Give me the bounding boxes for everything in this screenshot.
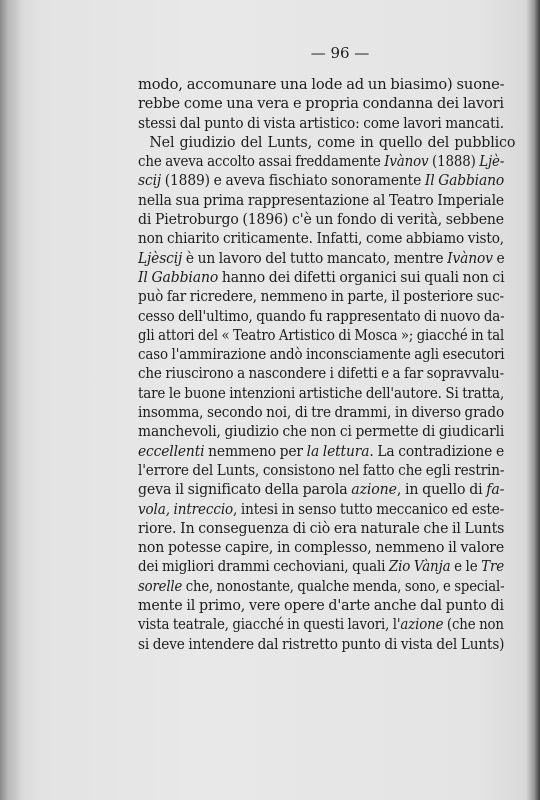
text-segment: che aveva accolto assai freddamente xyxy=(138,152,385,171)
italic-text: azione xyxy=(351,480,397,499)
text-line xyxy=(138,442,504,461)
italic-text: scij xyxy=(138,171,162,190)
text-line xyxy=(138,596,504,615)
text-line xyxy=(138,461,504,480)
text-segment: riore. In conseguenza di ciò era naturale che il Lunts xyxy=(138,518,505,537)
text-segment: nemmeno per xyxy=(204,441,307,460)
text-segment: . La contradizione e xyxy=(369,441,505,460)
text-segment: cesso dell'ultimo, quando fu rappresentato di nuovo da- xyxy=(138,306,505,325)
text-segment: insomma, secondo noi, di tre drammi, in diverso grado xyxy=(138,403,505,422)
body-text xyxy=(138,75,516,654)
text-line xyxy=(138,326,504,345)
text-segment: si deve intendere dal ristretto punto di vista del Lunts) xyxy=(138,634,505,653)
text-segment: hanno dei difetti organici sui quali non ci xyxy=(218,267,505,286)
text-segment: rebbe come una vera e propria condanna dei lavori xyxy=(138,94,504,113)
text-line xyxy=(138,615,504,634)
text-segment: (che non xyxy=(443,615,504,634)
text-segment: manchevoli, giudizio che non ci permette di giudicarli xyxy=(138,422,505,441)
text-line xyxy=(138,75,504,94)
text-segment: l'errore del Lunts, consistono nel fatto che egli restrin- xyxy=(138,460,505,479)
text-line xyxy=(138,191,504,210)
text-line xyxy=(138,577,504,596)
text-segment: che riuscirono a nascondere i difetti e a far sopravvalu- xyxy=(138,364,504,383)
text-segment: non chiarito criticamente. Infatti, come abbiamo visto, xyxy=(138,229,505,248)
text-line xyxy=(138,345,504,364)
italic-text: Tre xyxy=(481,557,505,576)
text-line xyxy=(138,384,504,403)
text-segment: caso l'ammirazione andò inconsciamente agli esecutori xyxy=(138,345,505,364)
italic-text: Ivànov xyxy=(384,152,429,171)
text-line xyxy=(138,538,504,557)
text-segment: e xyxy=(492,248,505,267)
text-segment: (1889) e aveva fischiato sonoramente xyxy=(161,171,425,190)
binding-shadow xyxy=(0,0,22,800)
text-line xyxy=(138,635,504,654)
text-segment: può far ricredere, nemmeno in parte, il posteriore suc- xyxy=(138,287,505,306)
text-line xyxy=(138,422,504,441)
text-segment: non potesse capire, in complesso, nemmeno il valore xyxy=(138,538,505,557)
text-line xyxy=(138,519,504,538)
italic-text: fa- xyxy=(486,480,505,499)
text-line xyxy=(138,364,504,383)
text-segment: vista teatrale, giacché in questi lavori, l' xyxy=(138,615,401,634)
text-segment: , in quello di xyxy=(396,480,487,499)
text-line xyxy=(138,114,504,133)
text-segment: gli attori del « Teatro Artistico di Mosca »; giacché in tal xyxy=(138,325,505,344)
italic-text: Ljè- xyxy=(479,152,505,171)
text-line xyxy=(138,133,515,152)
text-segment: nella sua prima rappresentazione al Teatro Imperiale xyxy=(138,190,505,209)
italic-text: Il Gabbiano xyxy=(424,171,505,190)
page-number: — 96 — xyxy=(310,44,370,62)
text-line xyxy=(138,171,504,190)
text-line xyxy=(138,480,504,499)
text-line xyxy=(138,268,504,287)
italic-text: Ljèscij xyxy=(138,248,183,267)
text-line xyxy=(138,249,504,268)
text-line xyxy=(138,229,504,248)
text-segment: e le xyxy=(450,557,482,576)
text-line xyxy=(138,307,504,326)
text-line xyxy=(138,152,504,171)
text-segment: è un lavoro del tutto mancato, mentre xyxy=(182,248,448,267)
text-segment: stessi dal punto di vista artistico: come lavori mancati. xyxy=(138,113,504,132)
italic-text: vola, intreccio xyxy=(138,499,234,518)
text-segment: mente il primo, vere opere d'arte anche dal punto di xyxy=(138,596,504,615)
text-segment: modo, accomunare una lode ad un biasimo) suone- xyxy=(138,75,505,93)
text-line xyxy=(138,287,504,306)
italic-text: Il Gabbiano xyxy=(138,267,219,286)
text-segment: tare le buone intenzioni artistiche dell'autore. Si tratta, xyxy=(138,383,505,402)
italic-text: Zio Vànja xyxy=(388,557,451,576)
italic-text: eccellenti xyxy=(138,441,205,460)
italic-text: la lettura xyxy=(306,441,370,460)
text-line xyxy=(138,403,504,422)
page-edge-shadow xyxy=(526,0,540,800)
text-line xyxy=(138,557,504,576)
text-segment: , intesi in senso tutto meccanico ed este- xyxy=(233,499,505,518)
text-segment: Nel giudizio del Lunts, come in quello del pubblico xyxy=(149,132,516,151)
text-line xyxy=(138,210,504,229)
text-line xyxy=(138,94,504,113)
text-segment: di Pietroburgo (1896) c'è un fondo di verità, sebbene xyxy=(138,210,504,229)
italic-text: azione xyxy=(400,615,444,634)
text-segment: che, nonostante, qualche menda, sono, e special- xyxy=(182,576,505,595)
italic-text: sorelle xyxy=(138,576,183,595)
text-line xyxy=(138,500,504,519)
text-segment: dei migliori drammi cechoviani, quali xyxy=(138,557,389,576)
text-segment: (1888) xyxy=(428,152,480,171)
text-segment: geva il significato della parola xyxy=(138,480,352,499)
italic-text: Ivànov xyxy=(447,248,493,267)
